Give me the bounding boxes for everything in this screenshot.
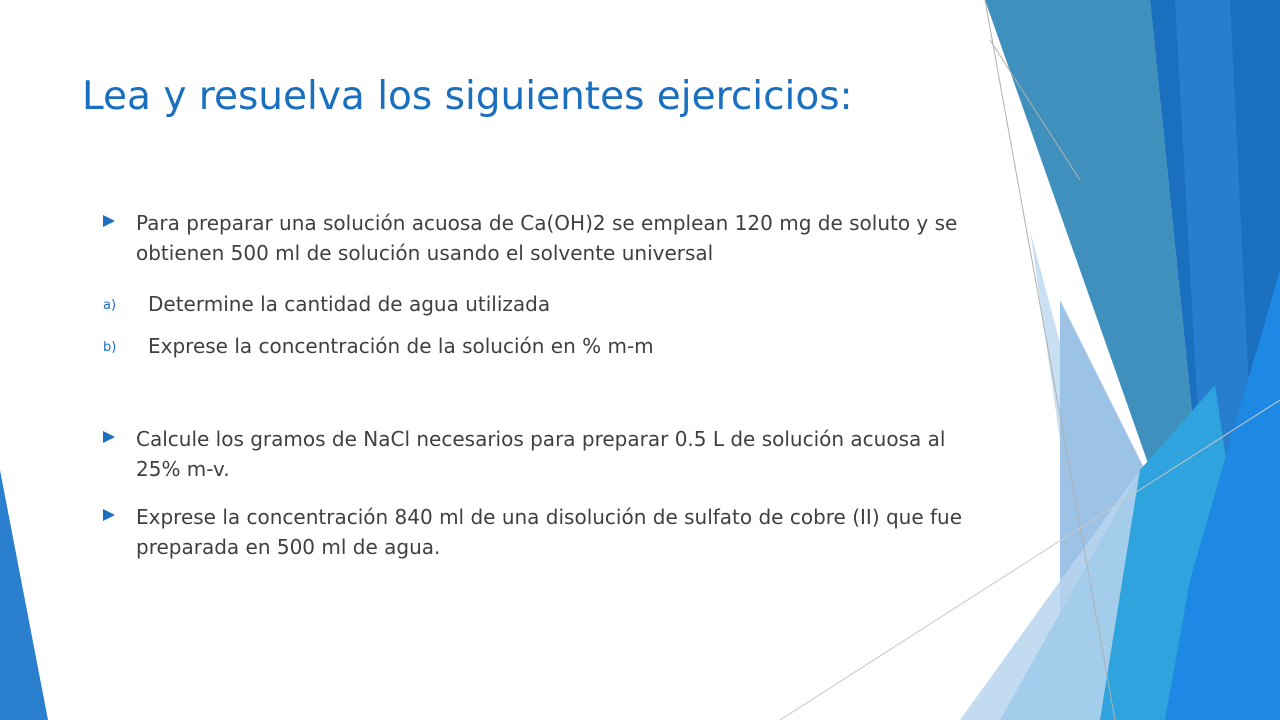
sub-item-text: Exprese la concentración de la solución en % m-m (148, 334, 654, 358)
bullet-text: Exprese la concentración 840 ml de una disolución de sulfato de cobre (II) que fue preparada en 500 ml de agua. (136, 505, 963, 559)
bullet-text: Para preparar una solución acuosa de Ca(OH)2 se emplean 120 mg de soluto y se obtienen 500 ml de solución usando el solvente universal (136, 211, 958, 265)
sub-item-a (103, 289, 983, 319)
bullet-item-3 (103, 502, 983, 562)
sub-item-text: Determine la cantidad de agua utilizada (148, 292, 551, 316)
bullet-item-1 (103, 208, 983, 268)
bullet-arrow-icon (103, 509, 115, 521)
bullet-arrow-icon (103, 215, 115, 227)
sub-item-b (103, 331, 983, 361)
sub-item-marker: b) (103, 340, 117, 355)
sub-item-marker: a) (103, 298, 117, 313)
bullet-item-2 (103, 424, 983, 484)
slide-title: Lea y resuelva los siguientes ejercicios: (82, 74, 853, 119)
bullet-arrow-icon (103, 431, 115, 443)
bullet-text: Calcule los gramos de NaCl necesarios para preparar 0.5 L de solución acuosa al 25% m-v. (136, 427, 946, 481)
